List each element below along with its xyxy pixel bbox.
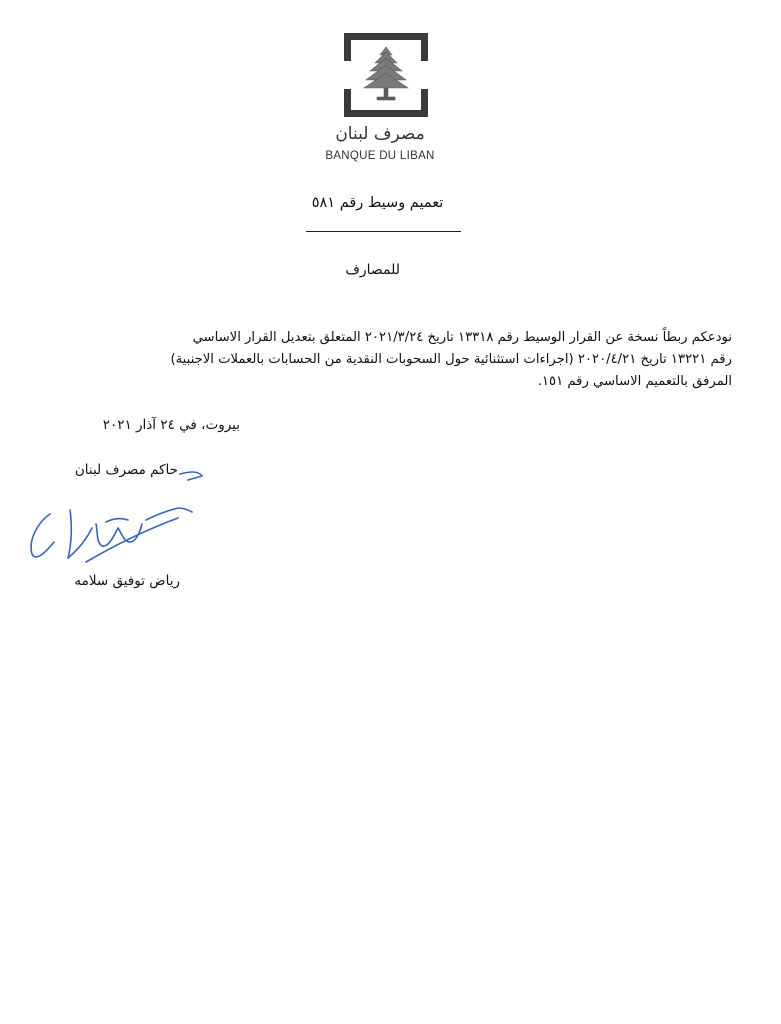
handwritten-signature <box>10 462 210 572</box>
body-line: رقم ١٣٢٢١ تاريخ ٢٠٢٠/٤/٢١ (اجراءات استثنائية حول السحوبات النقدية من الحسابات بالعملات الاجنبية) <box>170 352 732 367</box>
cedar-icon <box>364 47 408 100</box>
body-paragraph <box>52 327 732 393</box>
signer-name: رياض توفيق سلامه <box>74 573 180 589</box>
banque-du-liban-logo <box>344 33 428 117</box>
bank-name-french: BANQUE DU LIBAN <box>325 150 435 162</box>
title-underline <box>306 231 461 232</box>
bank-name-arabic: مصرف لبنان <box>335 124 425 144</box>
date-line: بيروت، في ٢٤ آذار ٢٠٢١ <box>102 417 240 433</box>
body-line: المرفق بالتعميم الاساسي رقم ١٥١. <box>537 374 732 389</box>
recipient: للمصارف <box>345 262 400 278</box>
body-line: نودعكم ربطاً نسخة عن القرار الوسيط رقم ١٣٣١٨ تاريخ ٢٠٢١/٣/٢٤ المتعلق بتعديل القرار الاساسي <box>192 330 732 345</box>
signer-title: حاكم مصرف لبنان <box>74 462 178 478</box>
circular-title: تعميم وسيط رقم ٥٨١ <box>311 195 444 211</box>
